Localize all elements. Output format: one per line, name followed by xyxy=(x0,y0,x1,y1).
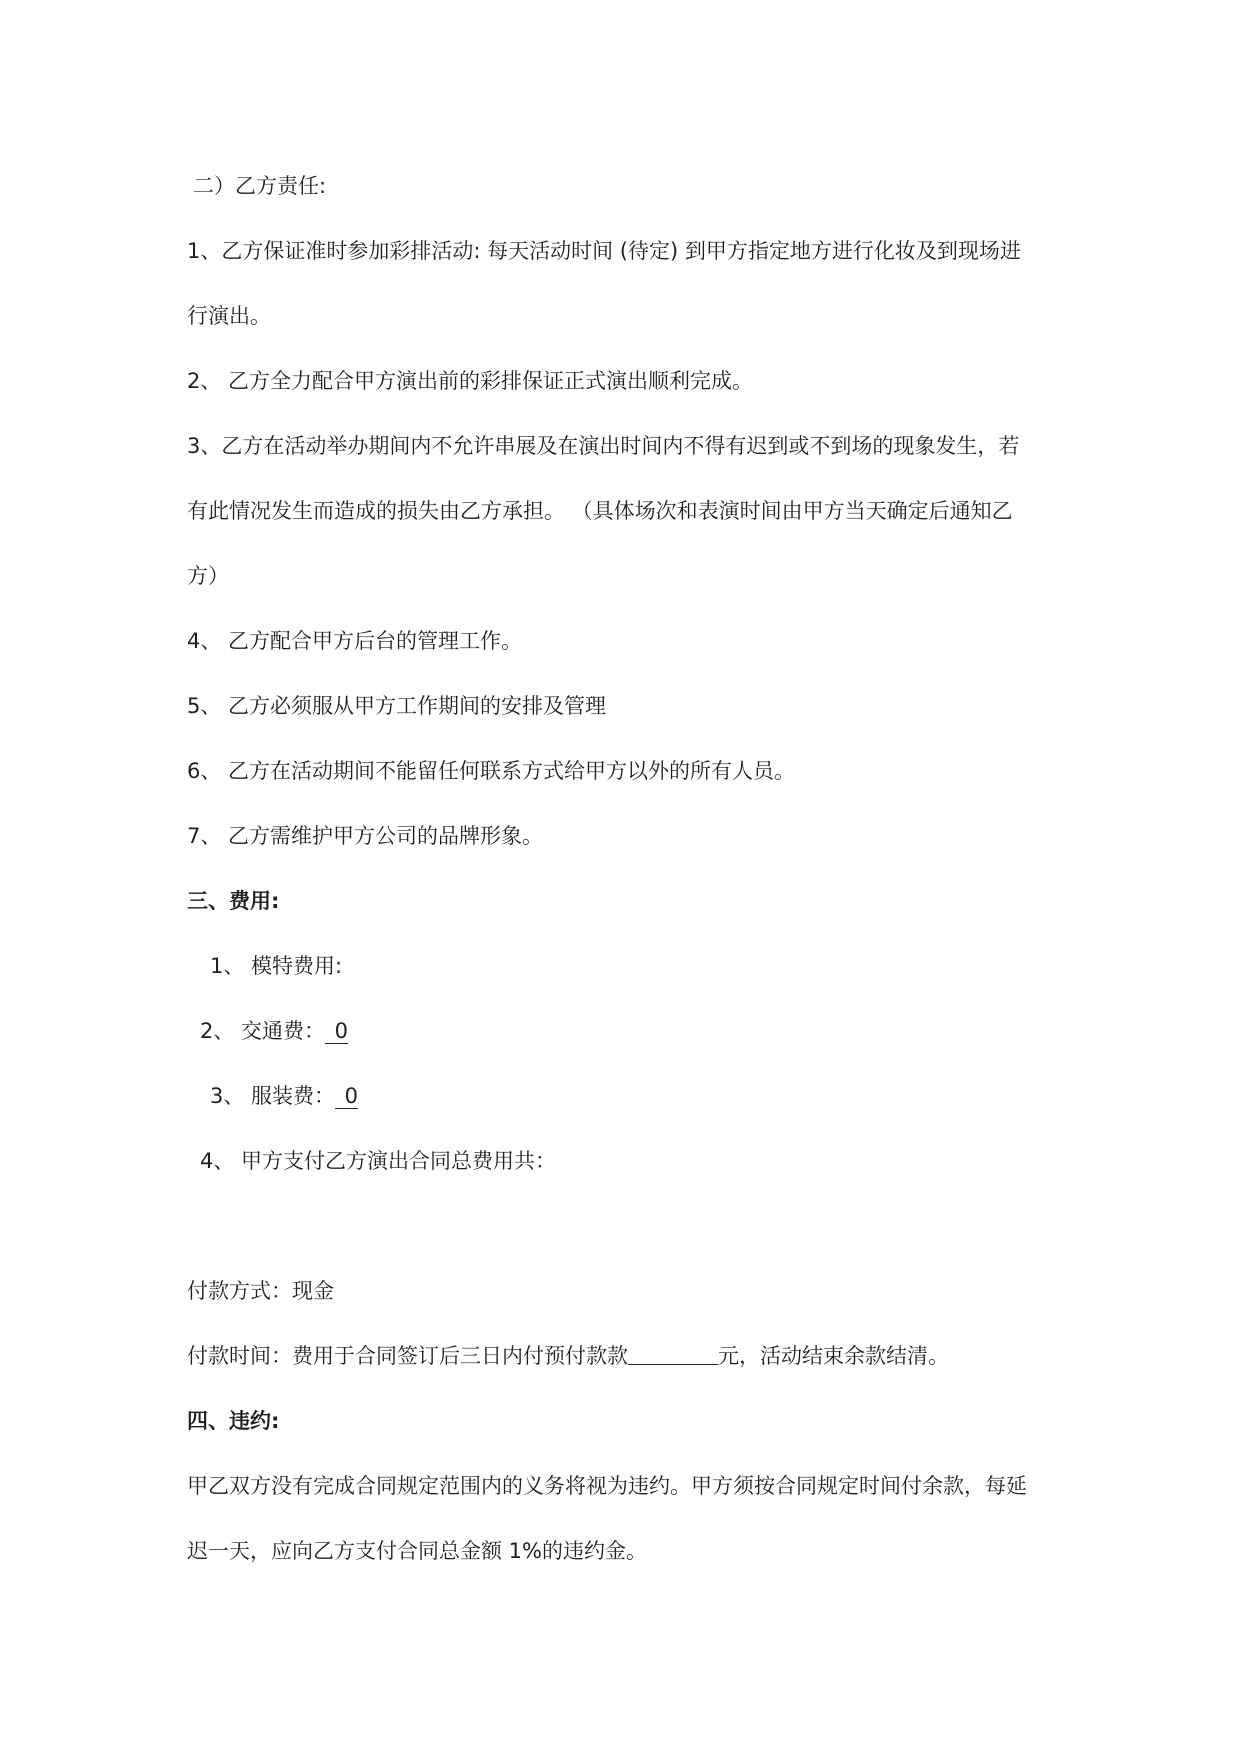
fee-item-costume xyxy=(210,1082,358,1110)
payment-time xyxy=(187,1342,949,1370)
fee-transport-value: 0 xyxy=(325,1019,348,1044)
payment-time-text-before: 付款时间：费用于合同签订后三日内付预付款款 xyxy=(187,1344,628,1368)
payment-time-text-after: 元，活动结束余款结清。 xyxy=(718,1344,949,1368)
section4-heading: 四、违约: xyxy=(187,1409,280,1433)
section2-item6: 6、 乙方在活动期间不能留任何联系方式给甲方以外的所有人员。 xyxy=(187,759,796,783)
section3-heading: 三、费用: xyxy=(187,889,280,913)
fee-item-total: 4、 甲方支付乙方演出合同总费用共： xyxy=(200,1149,557,1173)
fee-transport-label: 2、 交通费： xyxy=(200,1019,326,1043)
payment-method: 付款方式：现金 xyxy=(187,1279,334,1303)
section2-item1-line1: 1、乙方保证准时参加彩排活动: 每天活动时间 (待定) 到甲方指定地方进行化妆及到现场进 xyxy=(187,239,1021,263)
fee-costume-value: 0 xyxy=(335,1084,358,1109)
section4-text-line1: 甲乙双方没有完成合同规定范围内的义务将视为违约。甲方须按合同规定时间付余款，每延 xyxy=(187,1474,1027,1498)
section2-item1-line2: 行演出。 xyxy=(187,304,271,328)
section2-heading: 二）乙方责任: xyxy=(193,174,327,198)
section4-text-line2: 迟一天，应向乙方支付合同总金额 1%的违约金。 xyxy=(187,1539,647,1563)
prepayment-blank xyxy=(628,1342,718,1365)
section2-item3-line3: 方） xyxy=(187,564,229,588)
section2-item5: 5、 乙方必须服从甲方工作期间的安排及管理 xyxy=(187,694,607,718)
section2-item4: 4、 乙方配合甲方后台的管理工作。 xyxy=(187,629,523,653)
section2-item3-line1: 3、乙方在活动举办期间内不允许串展及在演出时间内不得有迟到或不到场的现象发生，若 xyxy=(187,434,1020,458)
fee-costume-label: 3、 服装费： xyxy=(210,1084,336,1108)
fee-item-transport xyxy=(200,1017,348,1045)
section2-item2: 2、 乙方全力配合甲方演出前的彩排保证正式演出顺利完成。 xyxy=(187,369,754,393)
fee-item-model: 1、 模特费用: xyxy=(210,954,343,978)
section2-item3-line2: 有此情况发生而造成的损失由乙方承担。 （具体场次和表演时间由甲方当天确定后通知乙 xyxy=(187,499,1013,523)
section2-item7: 7、 乙方需维护甲方公司的品牌形象。 xyxy=(187,824,544,848)
